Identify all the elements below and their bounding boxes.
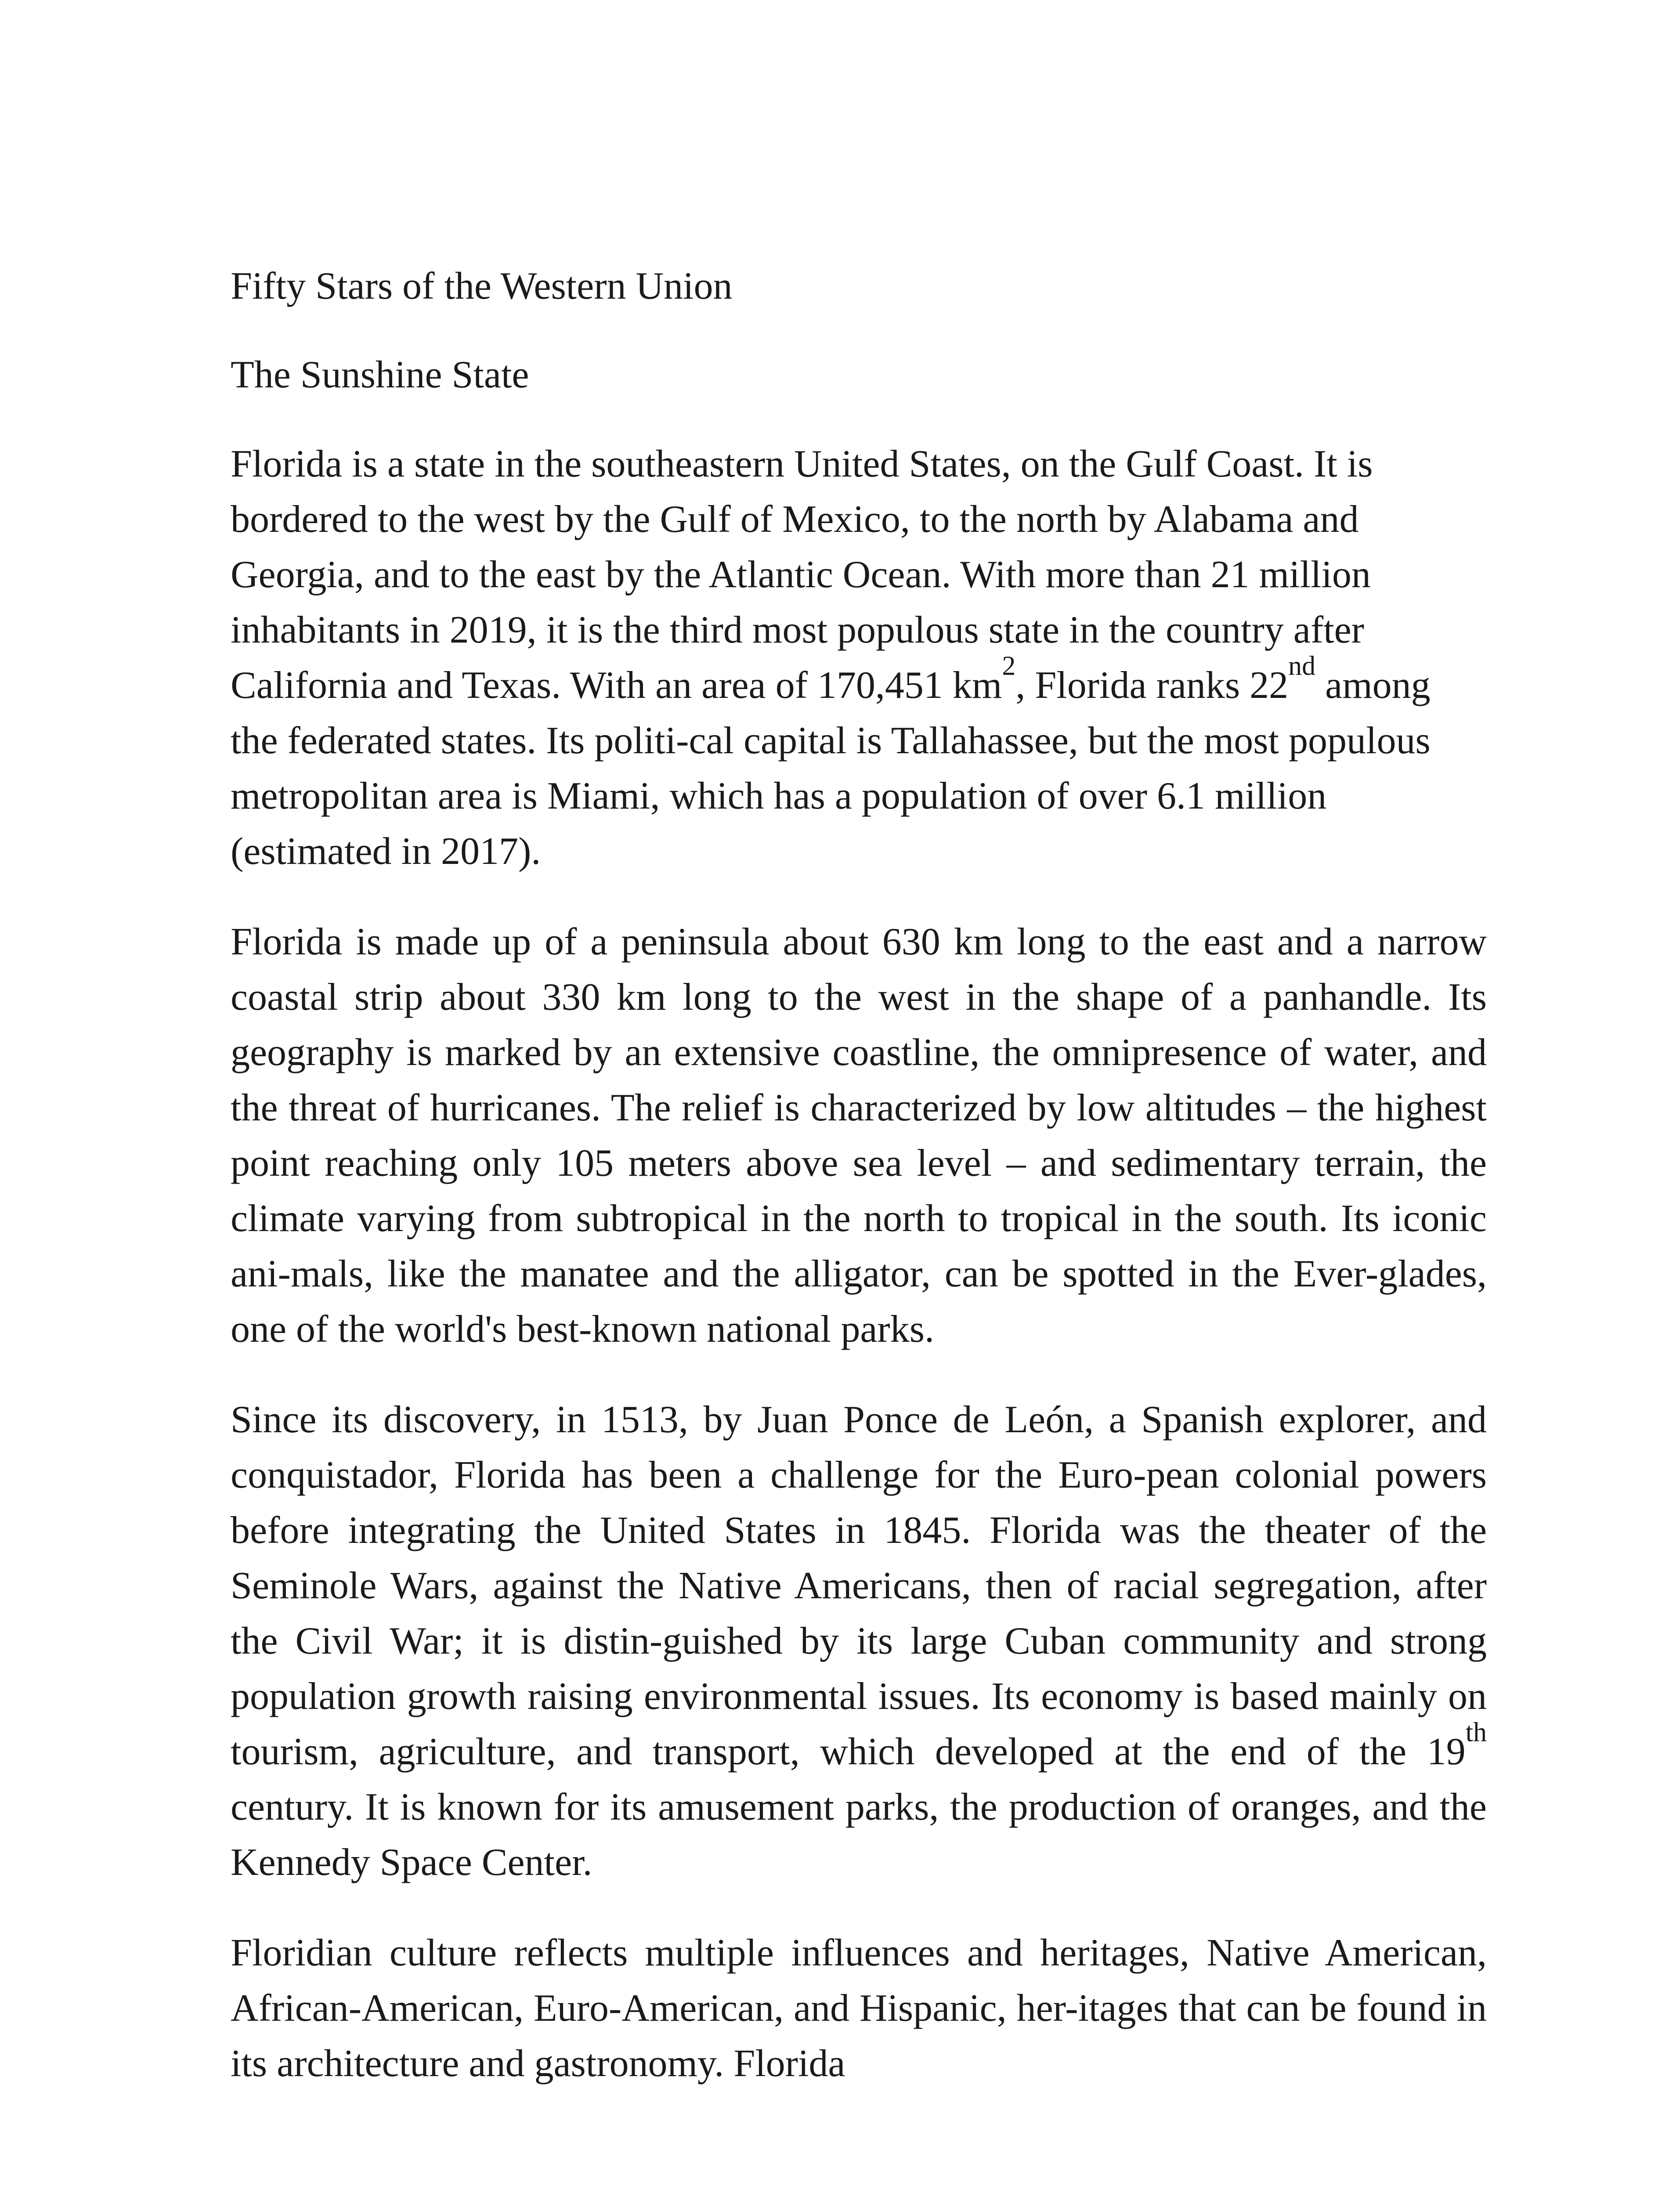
paragraph-intro xyxy=(231,437,1487,879)
paragraph-intro-text-1: Florida is a state in the southeastern United States, on the Gulf Coast. It is bordered to the west by the Gulf of Mexico, to the north by Alabama and Georgia, and to the east by the Atlantic Ocean. With more than 21 million inhabitants in 2019, it is the third most populous state in the country after California and Texas. With an area of 170,451 km xyxy=(231,443,1373,707)
chapter-title: The Sunshine State xyxy=(231,354,529,396)
superscript-ordinal-nd: nd xyxy=(1288,651,1316,681)
document-body xyxy=(231,259,1487,2127)
paragraph-history-text-1: Since its discovery, in 1513, by Juan Ponce de León, a Spanish explorer, and conquistador, Florida has been a challenge for the Euro-pean colonial powers before integrating the United States in 1845. Florida was the theater of the Seminole Wars, against the Native Americans, then of racial segregation, after the Civil War; it is distin-guished by its large Cuban community and strong population growth raising environmental issues. Its economy is based mainly on tourism, agriculture, and transport, which developed at the end of the 19 xyxy=(231,1398,1487,1773)
paragraph-intro-text-3: among the federated states. Its politi-cal capital is Tallahassee, but the most populous metropolitan area is Miami, which has a population of over 6.1 million (estimated in 2017). xyxy=(231,664,1431,873)
series-title: Fifty Stars of the Western Union xyxy=(231,265,733,307)
paragraph-culture: Floridian culture reflects multiple influences and heritages, Native American, African-American, Euro-American, and Hispanic, her-itages that can be found in its architecture and gastronomy. Florida xyxy=(231,1932,1487,2085)
paragraph-geography: Florida is made up of a peninsula about 630 km long to the east and a narrow coastal strip about 330 km long to the west in the shape of a panhandle. Its geography is marked by an extensive coastline, the omnipresence of water, and the threat of hurricanes. The relief is characterized by low altitudes – the highest point reaching only 105 meters above sea level – and sedimentary terrain, the climate varying from subtropical in the north to tropical in the south. Its iconic ani-mals, like the manatee and the alligator, can be spotted in the Ever-glades, one of the world's best-known national parks. xyxy=(231,921,1487,1351)
superscript-squared: 2 xyxy=(1002,651,1016,681)
paragraph-intro-text-2: , Florida ranks 22 xyxy=(1015,664,1289,707)
paragraph-history-text-2: century. It is known for its amusement parks, the production of oranges, and the Kennedy Space Center. xyxy=(231,1786,1487,1884)
paragraph-history xyxy=(231,1392,1487,1890)
superscript-ordinal-th: th xyxy=(1465,1717,1487,1748)
